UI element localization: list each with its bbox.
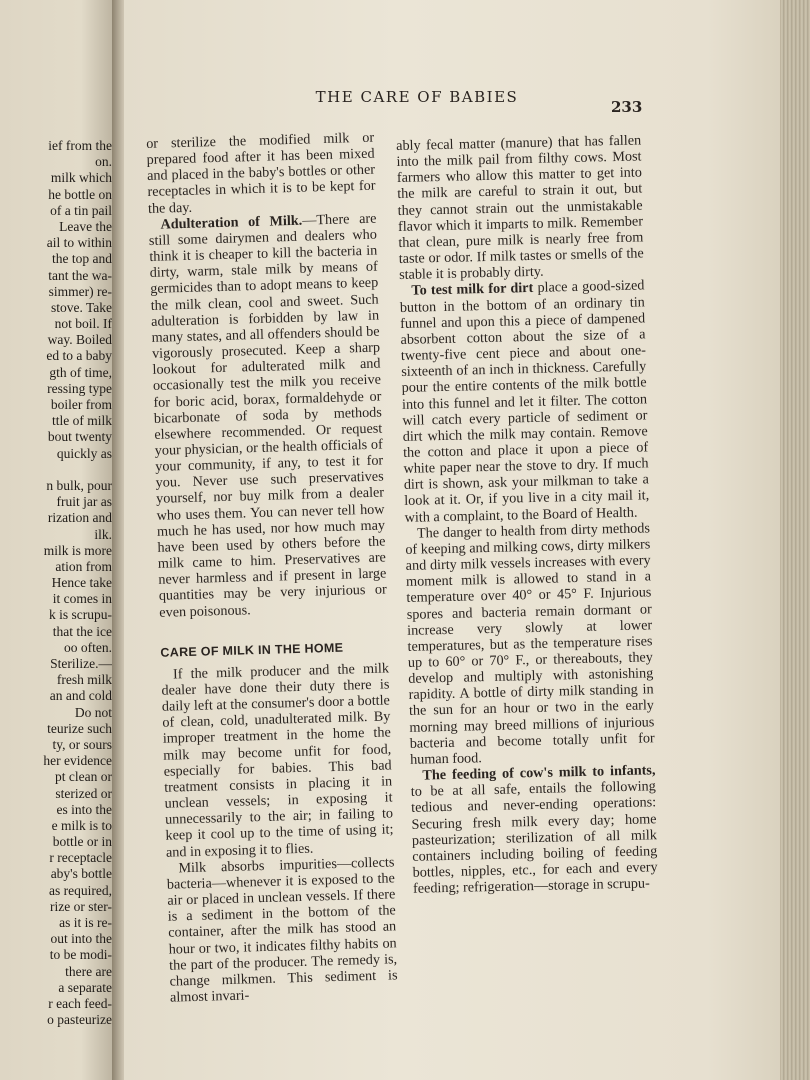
page-number: 233 (611, 98, 643, 116)
left-page-line: he bottle on (48, 186, 112, 202)
paragraph: or sterilize the modified milk or prepared food after it has been mixed and placed in the baby's bottles or other receptacles in which it is to be kept for the day. (146, 129, 376, 217)
left-page-line: r receptacle (49, 850, 112, 866)
run-in-heading: The feeding of cow's milk to infants, (422, 762, 656, 784)
left-page-line: sterized or (55, 785, 112, 801)
left-page-line: k is scrupu- (49, 607, 112, 623)
left-page-line: gth of time, (49, 364, 112, 380)
left-page-line: ttle of milk (52, 413, 112, 429)
left-page-line: milk is more (43, 542, 112, 558)
left-page-line: to be modi- (49, 947, 112, 963)
left-page-line: es into the (56, 801, 112, 817)
left-page-line: fruit jar as (56, 494, 112, 510)
left-page-line: rize or ster- (50, 898, 112, 914)
left-page-line: rization and (47, 510, 112, 526)
paragraph (410, 762, 658, 897)
left-page-line: as required, (49, 882, 112, 898)
run-in-heading: To test milk for dirt (411, 280, 534, 300)
left-page-line: an and cold (49, 688, 112, 704)
left-page-line: Sterilize.— (50, 656, 112, 671)
left-page-line: her evidence (43, 753, 112, 769)
left-page-line: stove. Take (50, 299, 112, 315)
left-page-line: of a tin pail (50, 202, 112, 218)
left-page-text (0, 138, 112, 1028)
left-page-line: it comes in (52, 591, 112, 607)
left-page-line: aby's bottle (50, 866, 112, 882)
section-heading: CARE OF MILK IN THE HOME (160, 640, 344, 660)
left-page-line: there are (65, 963, 112, 979)
left-page-line: way. Boiled (47, 332, 112, 348)
left-page-line: simmer) re- (48, 283, 112, 299)
left-page (0, 0, 116, 1080)
paragraph: ably fecal matter (manure) that has fallen into the milk pail from filthy cows. Most farmers who allow this matter to get into the milk are careful to strain it out, but they cannot strain out the unmistakable flavor which it imparts to milk. Remember that clean, pure milk is nearly free from taste or odor. If milk tastes or smells of the stable it is probably dirty. (396, 132, 644, 284)
left-page-line: quickly as (56, 445, 112, 461)
paragraph (148, 210, 387, 620)
left-page-line: fresh milk (56, 672, 112, 688)
left-page-line: tant the wa- (48, 267, 112, 283)
run-in-heading: Adulteration of Milk. (160, 212, 303, 233)
left-page-line: ief from the (48, 138, 112, 153)
running-head: THE CARE OF BABIES (315, 88, 519, 106)
left-page-line: e milk is to (51, 817, 112, 833)
left-page-line: o pasteurize (47, 1012, 112, 1028)
left-page-line: the top and (52, 251, 112, 267)
left-page-line: a separate (58, 979, 112, 995)
paragraph-text: place a good-sized button in the bottom of an ordinary tin funnel and upon this a piece of dampened absorbent cotton about the size of a twenty-five cent piece and about one-sixteenth of an inch in thickness. Carefully pour the entire contents of the milk bottle into this funnel and let it filter. The cotton will catch every particle of sediment or dirt which the milk may contain. Remove the cotton and place it upon a piece of white paper near the stove to dry. If much dirt is shown, ask your milkman to take a look at it. Or, if you live in a city mail it, with a complaint, to the Board of Health. (399, 277, 650, 526)
left-page-line: ilk. (94, 526, 112, 542)
left-page-line: bottle or in (52, 834, 112, 850)
paragraph: The danger to health from dirty methods of keeping and milking cows, dirty milkers and dirty milk vessels increases with every moment milk is allowed to stand in a temperature over 40° or 45° F. Injurious spores and bacteria remain dormant or increase very slowly at lower temperatures, but as the temperature rises up to 60° or 70° F., or thereabouts, they develop and multiply with astonishing rapidity. A bottle of dirty milk standing in the sun for an hour or two in the early morning may breed millions of injurious bacteria and become totally unfit for human food. (405, 520, 655, 768)
left-page-line: ed to a baby (46, 348, 112, 364)
paragraph: Milk absorbs impurities—collects bacteria—whenever it is exposed to the air or placed in unclean vessels. If there is a sediment in the bottom of the container, after the milk has stood an hour or two, it indicates filthy habits on the part of the producer. The remedy is, change milkmen. This sediment is almost invari- (166, 854, 398, 1006)
paragraph: If the milk producer and the milk dealer have done their duty there is daily left at the consumer's door a bottle of clean, cold, unadulterated milk. By improper treatment in the home the milk may become unfit for food, especially for babies. This bad treatment consists in placing it in unclean vessels; in exposing it unnecessarily to the air; in failing to keep it cool up to the time of using it; and in exposing it to flies. (161, 660, 394, 861)
left-page-line: boiler from (50, 397, 112, 412)
left-page-line: ail to within (46, 235, 112, 251)
paragraph-text: —There are still some dairymen and dealers who think it is cheaper to kill the bacteria in dirty, warm, stale milk by means of germicides than to adopt means to keep the milk clean, cool and sweet. Such adulteration is forbidden by law in many states, and all offenders should be vigorously prosecuted. Keep a sharp lookout for adulterated milk and occasionally test the milk you receive for boric acid, borax, formaldehyde or bicarbonate of soda by methods elsewhere recommended. Or request your physician, or the health officials of your community, if any, to test it for you. Never use such preservatives yourself, nor buy milk from a dealer who uses them. You can never tell how much he has used, nor how much may have been used by others before the milk came to him. Preservatives are never harmless and if present in large quantities may be very injurious or even poisonous. (148, 210, 387, 621)
left-page-line: not boil. If (54, 316, 112, 332)
left-page-line: on. (95, 154, 112, 170)
left-page-line: Do not (74, 704, 112, 720)
text-column-right (396, 132, 658, 897)
left-page-line: ation from (55, 558, 112, 574)
left-page-line: n bulk, pour (46, 477, 112, 493)
text-column-left (146, 130, 398, 1006)
left-page-line: oo often. (64, 639, 112, 655)
right-page (124, 0, 810, 1080)
left-page-line: Hence take (51, 575, 112, 591)
left-page-line: Leave the (59, 218, 112, 234)
left-page-line: ressing type (47, 380, 112, 396)
left-page-line: r each feed- (48, 995, 112, 1011)
left-page-line: milk which (50, 170, 112, 186)
left-page-line: teurize such (47, 720, 112, 736)
left-page-line: bout twenty (47, 429, 112, 445)
left-page-line: as it is re- (59, 915, 112, 930)
page-edge (780, 0, 810, 1080)
left-page-line: out into the (50, 931, 112, 947)
left-page-line: ty, or sours (52, 736, 112, 752)
paragraph-text: to be at all safe, entails the following tedious and never-ending operations: Securing fresh milk every day; home pasteurization; sterilization of all milk containers including boiling of feeding bottles, nipples, etc., for each and every feeding; refrigeration—storage in scrupu- (410, 778, 658, 897)
left-page-line: pt clean or (55, 769, 112, 785)
left-page-line (0, 462, 112, 478)
paragraph (399, 278, 649, 526)
left-page-line: that the ice (52, 623, 112, 639)
